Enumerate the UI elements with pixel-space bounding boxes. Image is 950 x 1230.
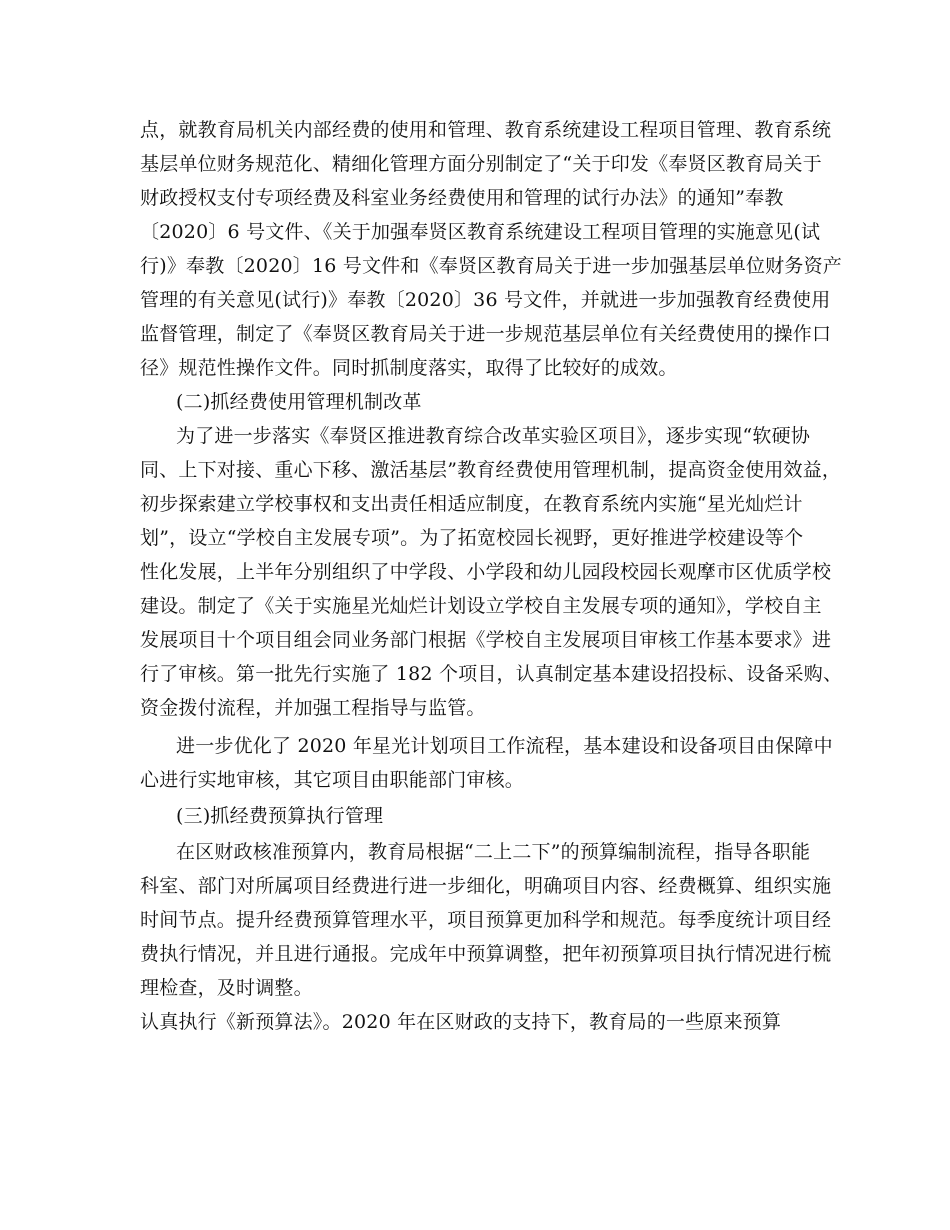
body-text-line: 在区财政核准预算内，教育局根据“二上二下”的预算编制流程，指导各职能 xyxy=(176,841,811,863)
body-text-line: 同、上下对接、重心下移、激活基层”教育经费使用管理机制，提高资金使用效益， xyxy=(140,459,842,481)
body-text-line: 建设。制定了《关于实施星光灿烂计划设立学校自主发展专项的通知》，学校自主 xyxy=(140,595,822,617)
body-text-line: 时间节点。提升经费预算管理水平，项目预算更加科学和规范。每季度统计项目经 xyxy=(140,909,832,931)
body-text-line: 科室、部门对所属项目经费进行进一步细化，明确项目内容、经费概算、组织实施 xyxy=(140,875,832,897)
body-text-line: 心进行实地审核，其它项目由职能部门审核。 xyxy=(140,769,525,791)
body-text-line: 理检查，及时调整。 xyxy=(140,977,313,999)
body-text-line: 费执行情况，并且进行通报。完成年中预算调整，把年初预算项目执行情况进行梳 xyxy=(140,943,832,965)
body-text-line: 划”，设立“学校自主发展专项”。为了拓宽校园长视野，更好推进学校建设等个 xyxy=(140,527,804,549)
body-text-line: 初步探索建立学校事权和支出责任相适应制度，在教育系统内实施“星光灿烂计 xyxy=(140,493,803,515)
section-heading: (三)抓经费预算执行管理 xyxy=(176,805,384,827)
body-text-line: 财政授权支付专项经费及科室业务经费使用和管理的试行办法》的通知”奉教 xyxy=(140,187,784,209)
body-text-line: 资金拨付流程，并加强工程指导与监管。 xyxy=(140,697,486,719)
body-text-line: 进一步优化了 2020 年星光计划项目工作流程，基本建设和设备项目由保障中 xyxy=(176,735,833,757)
body-text-line: 为了进一步落实《奉贤区推进教育综合改革实验区项目》，逐步实现“软硬协 xyxy=(176,425,811,447)
body-text-line: 发展项目十个项目组会同业务部门根据《学校自主发展项目审核工作基本要求》进 xyxy=(140,629,832,651)
body-text-line: 监督管理，制定了《奉贤区教育局关于进一步规范基层单位有关经费使用的操作口 xyxy=(140,323,832,345)
body-text-line: 点，就教育局机关内部经费的使用和管理、教育系统建设工程项目管理、教育系统 xyxy=(140,119,832,141)
body-text-line: 基层单位财务规范化、精细化管理方面分别制定了“关于印发《奉贤区教育局关于 xyxy=(140,153,822,175)
section-heading: (二)抓经费使用管理机制改革 xyxy=(176,391,422,413)
body-text-line: 行了审核。第一批先行实施了 182 个项目，认真制定基本建设招投标、设备采购、 xyxy=(140,663,843,685)
body-text-line: 行)》奉教〔2020〕16 号文件和《奉贤区教育局关于进一步加强基层单位财务资产 xyxy=(140,255,842,277)
body-text-line: 性化发展，上半年分别组织了中学段、小学段和幼儿园段校园长观摩市区优质学校 xyxy=(140,561,832,583)
body-text-line: 管理的有关意见(试行)》奉教〔2020〕36 号文件，并就进一步加强教育经费使用 xyxy=(140,289,831,311)
body-text-line: 〔2020〕6 号文件、《关于加强奉贤区教育系统建设工程项目管理的实施意见(试 xyxy=(140,221,821,243)
body-text-line: 径》规范性操作文件。同时抓制度落实，取得了比较好的成效。 xyxy=(140,357,678,379)
body-text-line: 认真执行《新预算法》。2020 年在区财政的支持下，教育局的一些原来预算 xyxy=(140,1011,782,1033)
